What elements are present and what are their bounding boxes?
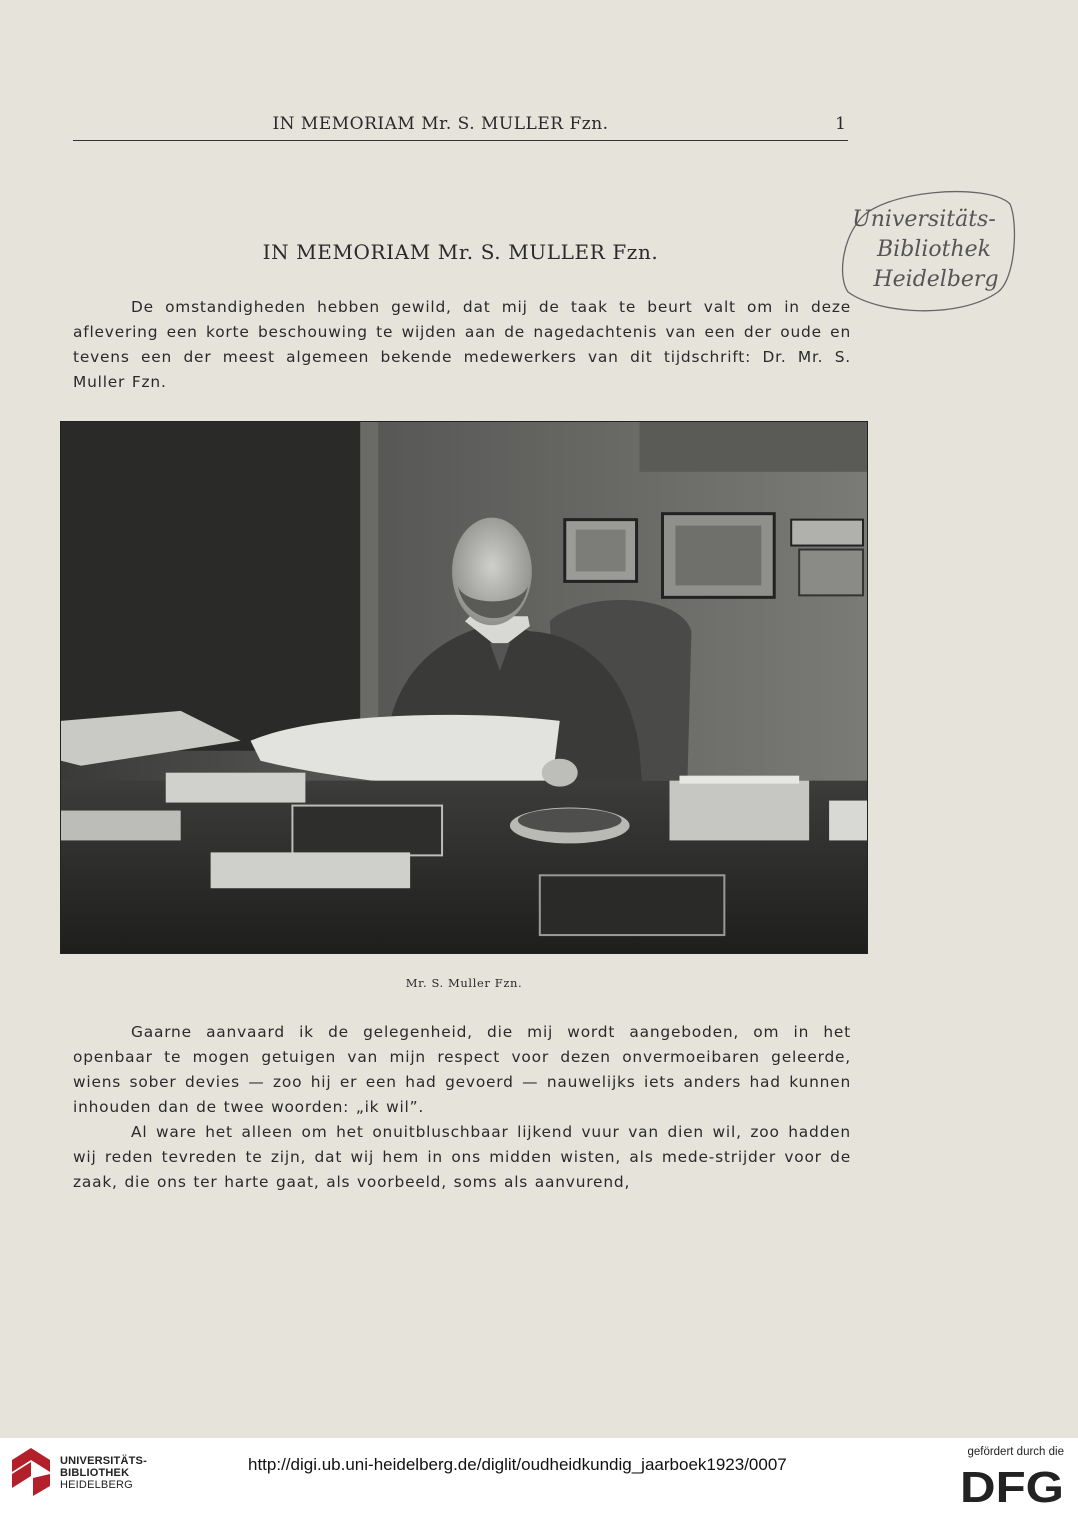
stamp-line-2: Bibliothek — [877, 237, 991, 262]
running-title: IN MEMORIAM Mr. S. MULLER Fzn. — [272, 114, 609, 134]
funding-label: gefördert durch die — [967, 1446, 1064, 1458]
dfg-logo-text: DFG — [960, 1464, 1064, 1506]
library-name-line-2: BIBLIOTHEK — [60, 1467, 130, 1479]
paragraph-1-text: De omstandigheden hebben gewild, dat mij de taak te beurt valt om in deze aflevering een korte beschouwing te wijden aan de nagedachtenis van een der oude en tevens een der meest algemeen bekende medewerkers van dit tijdschrift: Dr. Mr. S. Muller Fzn. — [73, 298, 851, 391]
permalink-url[interactable]: http://digi.ub.uni-heidelberg.de/diglit/oudheidkundig_jaarboek1923/0007 — [248, 1455, 787, 1474]
article-title: IN MEMORIAM Mr. S. MULLER Fzn. — [262, 240, 659, 264]
library-stamp — [838, 182, 1018, 314]
paragraph-3 — [73, 1120, 851, 1195]
page-number: 1 — [835, 114, 846, 134]
portrait-photo — [60, 421, 868, 954]
library-name — [60, 1455, 147, 1491]
running-header — [73, 114, 848, 141]
stamp-line-1: Universitäts- — [852, 207, 996, 232]
dfg-logo-icon[interactable] — [960, 1464, 1064, 1506]
photo-caption: Mr. S. Muller Fzn. — [405, 976, 523, 990]
paragraph-3-text: Al ware het alleen om het onuitbluschbaar lijkend vuur van dien wil, zoo hadden wij reden tevreden te zijn, dat wij hem in ons midden wisten, als mede-strijder voor de zaak, die ons ter harte gaat, als voorbeeld, soms als aanvurend, — [73, 1123, 851, 1191]
university-library-logo-icon[interactable] — [10, 1446, 52, 1498]
paragraph-2 — [73, 1020, 851, 1120]
paragraph-1 — [73, 295, 851, 395]
paragraph-2-text: Gaarne aanvaard ik de gelegenheid, die mij wordt aangeboden, om in het openbaar te mogen getuigen van mijn respect voor dezen onvermoeibaren geleerde, wiens sober devies — zoo hij er een had gevoerd — nauwelijks iets anders had kunnen inhouden dan de twee woorden: „ik wil”. — [73, 1023, 851, 1116]
library-name-line-3: HEIDELBERG — [60, 1479, 133, 1491]
stamp-line-3: Heidelberg — [873, 267, 999, 292]
footer-bar — [0, 1438, 1078, 1515]
library-name-line-1: UNIVERSITÄTS- — [60, 1455, 147, 1467]
